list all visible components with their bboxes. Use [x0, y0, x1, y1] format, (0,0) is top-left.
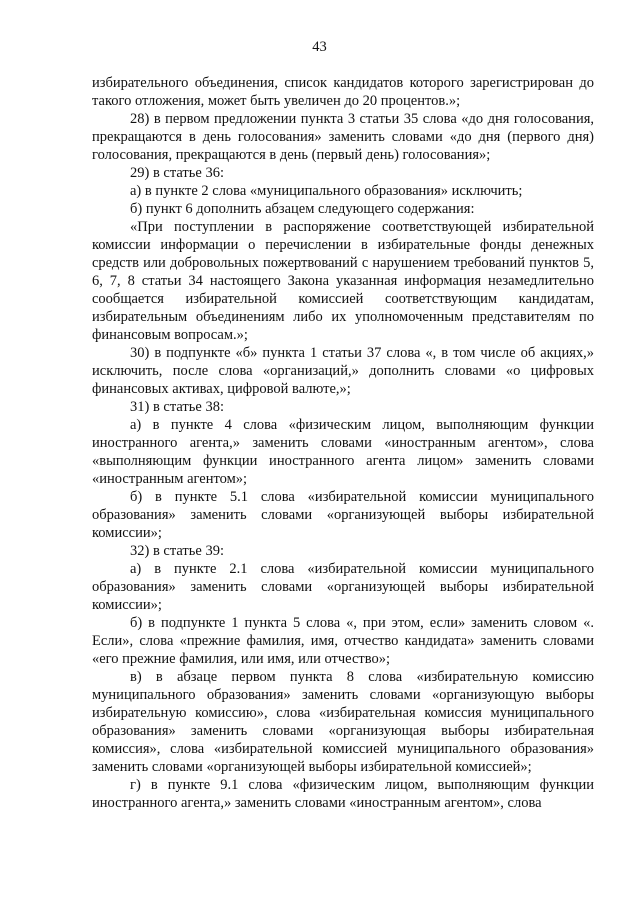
paragraph: 30) в подпункте «б» пункта 1 статьи 37 слова «, в том числе об акциях,» исключить, после слова «организаций,» дополнить словами «о цифровых финансовых активах, цифровой валюте,»; — [92, 345, 594, 397]
paragraph: 29) в статье 36: — [130, 165, 224, 181]
paragraph: а) в пункте 4 слова «физическим лицом, выполняющим функции иностранного агента,» заменить словами «иностранным агентом», слова «выполняющим функции иностранного агента лицом» заменить словами «иностранным агентом»; — [92, 417, 594, 487]
paragraph: 28) в первом предложении пункта 3 статьи 35 слова «до дня голосования, прекращаются в день голосования» заменить словами «до дня (первого дня) голосования, прекращаются в день (первый день) голосования»; — [92, 111, 594, 163]
paragraph: «При поступлении в распоряжение соответствующей избирательной комиссии информации о перечислении в избирательные фонды денежных средств или добровольных пожертвований с нарушением требований пунктов 5, 6, 7, 8 статьи 34 настоящего Закона указанная информация незамедлительно сообщается избирательной комиссией соответствующим кандидатам, избирательным объединениям либо их уполномоченным представителям по финансовым вопросам.»; — [92, 219, 594, 343]
paragraph: избирательного объединения, список кандидатов которого зарегистрирован до такого отложения, может быть увеличен до 20 процентов.»; — [92, 75, 594, 109]
paragraph: а) в пункте 2 слова «муниципального образования» исключить; — [130, 183, 523, 199]
paragraph: в) в абзаце первом пункта 8 слова «избирательную комиссию муниципального образования» заменить словами «организующую выборы избирательную комиссию», слова «избирательная комиссия муниципального образования» заменить словами «организующая выборы избирательная комиссия», слова «избирательной комиссией муниципального образования» заменить словами «организующей выборы избирательной комиссией»; — [92, 669, 594, 775]
paragraph: г) в пункте 9.1 слова «физическим лицом, выполняющим функции иностранного агента,» заменить словами «иностранным агентом», слова — [92, 777, 594, 811]
page-number: 43 — [312, 39, 327, 55]
paragraph: б) пункт 6 дополнить абзацем следующего содержания: — [130, 201, 475, 217]
paragraph: б) в подпункте 1 пункта 5 слова «, при этом, если» заменить словом «. Если», слова «прежние фамилия, имя, отчество кандидата» заменить словами «его прежние фамилия, или имя, или отчество»; — [92, 615, 594, 667]
paragraph: а) в пункте 2.1 слова «избирательной комиссии муниципального образования» заменить словами «организующей выборы избирательной комиссии»; — [92, 561, 594, 613]
document-body — [92, 74, 594, 812]
paragraph: 32) в статье 39: — [130, 543, 224, 559]
paragraph: б) в пункте 5.1 слова «избирательной комиссии муниципального образования» заменить словами «организующей выборы избирательной комиссии»; — [92, 489, 594, 541]
paragraph: 31) в статье 38: — [130, 399, 224, 415]
